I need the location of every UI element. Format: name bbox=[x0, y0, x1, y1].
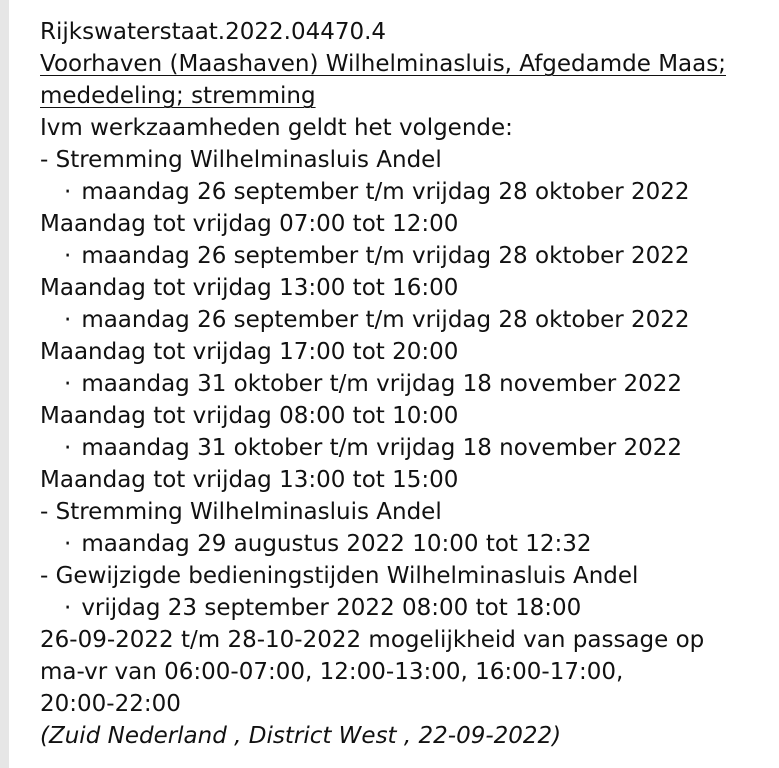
notice-intro: Ivm werkzaamheden geldt het volgende: bbox=[40, 115, 513, 141]
notice-reference: Rijkswaterstaat.2022.04470.4 bbox=[40, 19, 387, 45]
period-date-text: maandag 26 september t/m vrijdag 28 oktober 2022 bbox=[81, 179, 690, 205]
bullet-dot-icon: · bbox=[64, 179, 72, 205]
period-date bbox=[40, 176, 775, 208]
period-date-text: maandag 26 september t/m vrijdag 28 oktober 2022 bbox=[81, 243, 690, 269]
notice-title-link-line1[interactable]: Voorhaven (Maashaven) Wilhelminasluis, Afgedamde Maas; bbox=[40, 51, 726, 77]
period-date-text: maandag 31 oktober t/m vrijdag 18 november 2022 bbox=[81, 371, 683, 397]
notice-title-link-line2[interactable]: mededeling; stremming bbox=[40, 83, 316, 109]
bullet-dot-icon: · bbox=[64, 243, 72, 269]
remark-line: 26-09-2022 t/m 28-10-2022 mogelijkheid van passage op bbox=[40, 627, 705, 653]
period-time: Maandag tot vrijdag 07:00 tot 12:00 bbox=[40, 211, 459, 237]
period-date bbox=[40, 528, 775, 560]
section-heading: - Stremming Wilhelminasluis Andel bbox=[40, 147, 442, 173]
bullet-dot-icon: · bbox=[64, 531, 72, 557]
period-date-text: maandag 26 september t/m vrijdag 28 oktober 2022 bbox=[81, 307, 690, 333]
period-date bbox=[40, 240, 775, 272]
section-heading: - Stremming Wilhelminasluis Andel bbox=[40, 499, 442, 525]
period-time: Maandag tot vrijdag 17:00 tot 20:00 bbox=[40, 339, 459, 365]
period-date bbox=[40, 432, 775, 464]
section-heading: - Gewijzigde bedieningstijden Wilhelminasluis Andel bbox=[40, 563, 639, 589]
period-time: Maandag tot vrijdag 13:00 tot 15:00 bbox=[40, 467, 459, 493]
period-date bbox=[40, 368, 775, 400]
remark-line: 20:00-22:00 bbox=[40, 691, 181, 717]
remark-line: ma-vr van 06:00-07:00, 12:00-13:00, 16:00-17:00, bbox=[40, 659, 624, 685]
bullet-dot-icon: · bbox=[64, 435, 72, 461]
period-date-text: maandag 29 augustus 2022 10:00 tot 12:32 bbox=[81, 531, 592, 557]
bullet-dot-icon: · bbox=[64, 307, 72, 333]
notice-source: (Zuid Nederland , District West , 22-09-2022) bbox=[40, 723, 562, 749]
period-time: Maandag tot vrijdag 08:00 tot 10:00 bbox=[40, 403, 459, 429]
period-date-text: maandag 31 oktober t/m vrijdag 18 november 2022 bbox=[81, 435, 683, 461]
notice-body bbox=[40, 16, 775, 752]
left-border bbox=[0, 0, 9, 768]
period-time: Maandag tot vrijdag 13:00 tot 16:00 bbox=[40, 275, 459, 301]
bullet-dot-icon: · bbox=[64, 371, 72, 397]
period-date bbox=[40, 592, 775, 624]
bullet-dot-icon: · bbox=[64, 595, 72, 621]
period-date-text: vrijdag 23 september 2022 08:00 tot 18:00 bbox=[81, 595, 582, 621]
period-date bbox=[40, 304, 775, 336]
